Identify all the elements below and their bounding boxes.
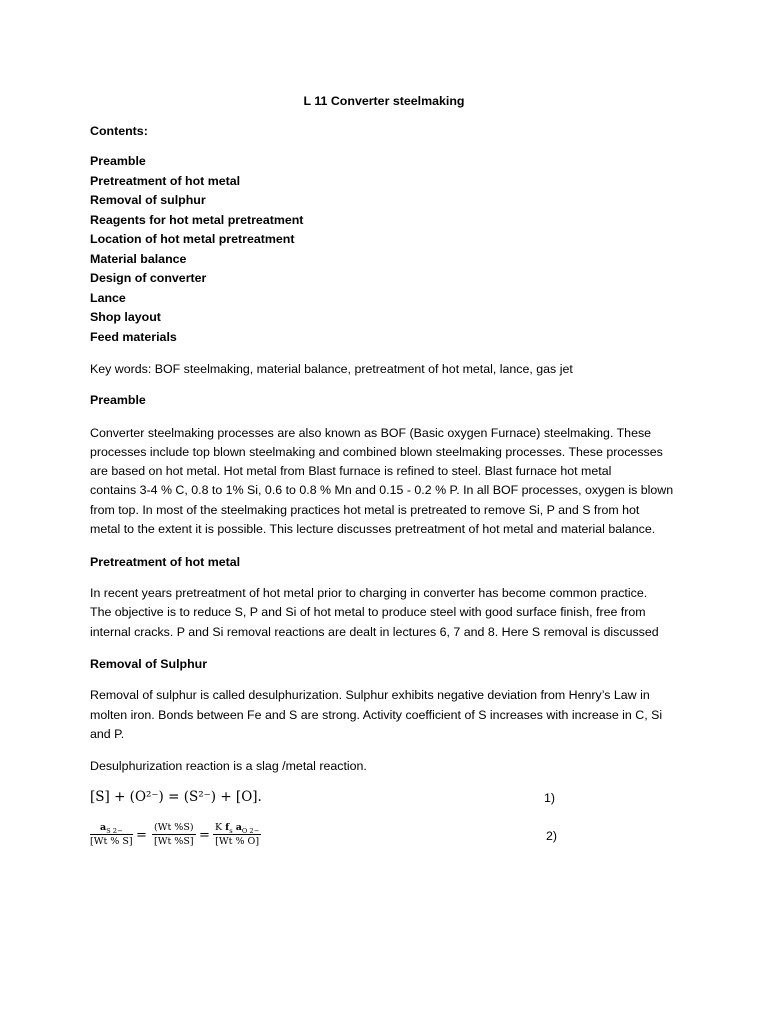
- paragraph-line: Removal of sulphur is called desulphurization. Sulphur exhibits negative deviation from Henry’s Law in: [90, 688, 650, 702]
- contents-item: Feed materials: [90, 329, 177, 344]
- section-heading-preamble: Preamble: [90, 393, 146, 407]
- paragraph-line: internal cracks. P and Si removal reactions are dealt in lectures 6, 7 and 8. Here S removal is discussed: [90, 625, 659, 639]
- paragraph-line: are based on hot metal. Hot metal from Blast furnace is refined to steel. Blast furnace hot metal: [90, 464, 612, 478]
- contents-item: Preamble: [90, 154, 146, 168]
- keywords-line: Key words: BOF steelmaking, material balance, pretreatment of hot metal, lance, gas jet: [90, 362, 573, 376]
- contents-item: Material balance: [90, 251, 187, 266]
- paragraph-line: and P.: [90, 727, 125, 741]
- page-title: L 11 Converter steelmaking: [303, 94, 465, 108]
- reaction-text: Desulphurization reaction is a slag /metal reaction.: [90, 759, 367, 773]
- fraction-partition: $\frac{(Wt \%S)}{[Wt \%S]}$: [154, 822, 194, 847]
- paragraph-line: processes include top blown steelmaking and combined blown steelmaking processes. These processes: [90, 445, 663, 459]
- section-heading-sulphur: Removal of Sulphur: [90, 657, 208, 671]
- paragraph-line: metal to the extent it is possible. This lecture discusses pretreatment of hot metal and material balance.: [90, 522, 656, 536]
- fraction-activity: $\frac{a_{S 2-}}{[Wt \% S]}$: [90, 822, 133, 847]
- equals-sign: =: [136, 828, 147, 843]
- equals-sign: =: [199, 828, 210, 843]
- contents-item: Design of converter: [90, 271, 207, 285]
- paragraph-line: molten iron. Bonds between Fe and S are strong. Activity coefficient of S increases with increase in C, Si: [90, 708, 663, 722]
- paragraph-line: In recent years pretreatment of hot metal prior to charging in converter has become common practice.: [90, 586, 648, 600]
- section-heading-pretreatment: Pretreatment of hot metal: [90, 555, 241, 569]
- paragraph-line: from top. In most of the steelmaking practices hot metal is pretreated to remove Si, P and S from hot: [90, 503, 640, 517]
- paragraph-line: Converter steelmaking processes are also known as BOF (Basic oxygen Furnace) steelmaking. These: [90, 426, 652, 440]
- paragraph-line: The objective is to reduce S, P and Si of hot metal to produce steel with good surface finish, free from: [90, 605, 646, 619]
- equation-1-number: 1): [544, 791, 556, 805]
- equation-1: [S] + (O²⁻) = (S²⁻) + [O].: [90, 789, 262, 805]
- contents-item: Shop layout: [90, 310, 161, 324]
- contents-item: Pretreatment of hot metal: [90, 173, 241, 188]
- contents-item: Lance: [90, 290, 126, 305]
- paragraph-line: contains 3-4 % C, 0.8 to 1% Si, 0.6 to 0.8 % Mn and 0.15 - 0.2 % P. In all BOF processes, oxygen is blown: [90, 483, 674, 497]
- fraction-equilibrium: $\frac{K f_s a_{O 2-}}{[Wt \% O]}$: [215, 822, 260, 847]
- contents-item: Reagents for hot metal pretreatment: [90, 212, 304, 227]
- equation-2-number: 2): [546, 829, 558, 843]
- contents-item: Removal of sulphur: [90, 193, 206, 207]
- contents-item: Location of hot metal pretreatment: [90, 232, 295, 246]
- contents-heading: Contents:: [90, 124, 148, 138]
